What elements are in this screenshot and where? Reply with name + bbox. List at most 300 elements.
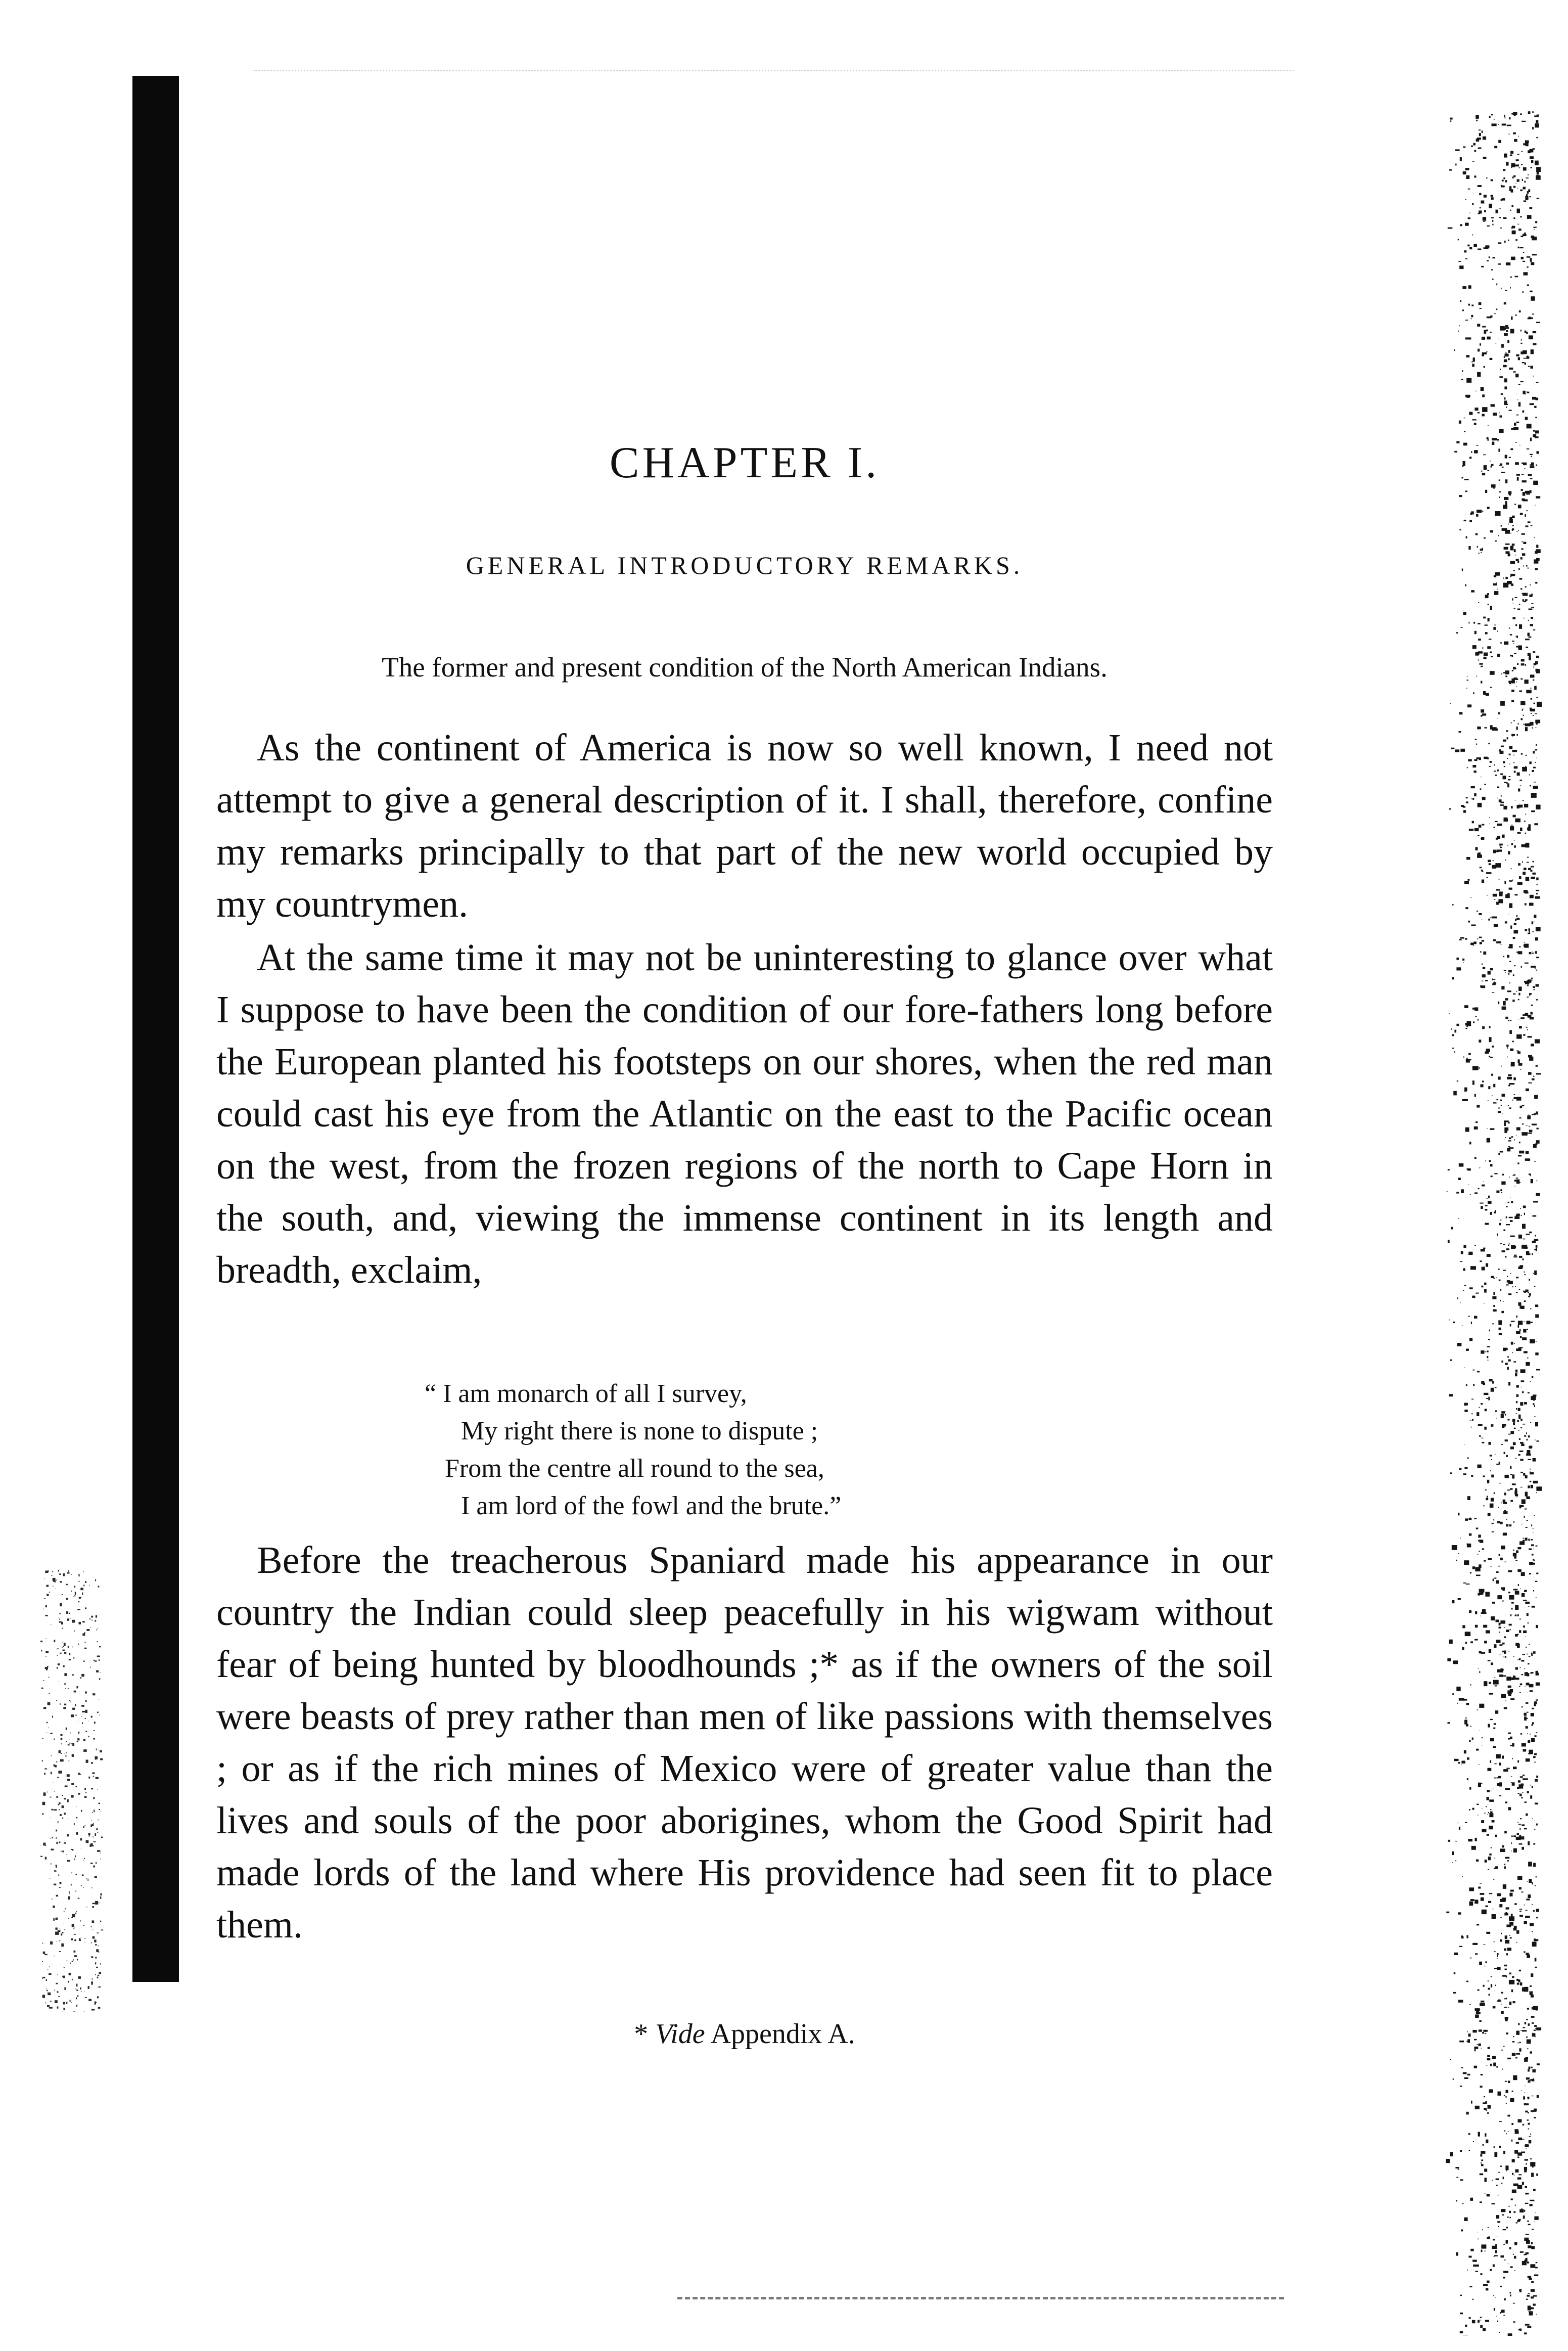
speckle-mark [1472,798,1474,800]
speckle-mark [1480,942,1482,944]
speckle-mark [1481,552,1482,553]
speckle-mark [1516,559,1519,561]
speckle-mark [1501,185,1502,186]
speckle-mark [1503,2177,1504,2179]
speckle-mark [1468,2256,1471,2258]
speckle-mark [1518,1784,1523,1788]
poem-quote [425,1375,1183,1525]
speckle-mark [1496,582,1497,583]
speckle-mark [1526,177,1529,178]
speckle-mark [1519,310,1521,312]
speckle-mark [1496,941,1501,943]
speckle-mark [1519,1026,1522,1028]
speckle-mark [80,1677,81,1679]
speckle-mark [1519,1505,1521,1508]
speckle-mark [1505,501,1507,505]
speckle-mark [1520,216,1522,218]
bottom-dashed-rule [677,2297,1284,2299]
speckle-mark [1537,2095,1539,2098]
speckle-mark [1506,2103,1507,2104]
speckle-mark [1520,1684,1523,1686]
speckle-mark [79,1597,81,1599]
speckle-mark [1535,2028,1537,2029]
speckle-mark [1527,215,1532,219]
speckle-mark [1488,439,1489,441]
speckle-mark [1487,507,1490,509]
speckle-mark [1486,1263,1488,1267]
speckle-mark [1500,2165,1502,2166]
speckle-mark [1520,2251,1524,2253]
speckle-mark [64,1813,65,1815]
speckle-mark [1509,888,1512,890]
speckle-mark [1503,1270,1506,1271]
speckle-mark [1518,1063,1523,1066]
speckle-mark [1503,761,1505,763]
speckle-mark [1483,1475,1485,1477]
speckle-mark [1526,1497,1530,1499]
speckle-mark [74,1691,76,1693]
speckle-mark [1464,479,1469,480]
speckle-mark [1510,2098,1514,2102]
speckle-mark [52,1571,53,1572]
speckle-mark [1461,1251,1463,1254]
speckle-mark [1458,1598,1461,1600]
speckle-mark [1510,151,1513,154]
speckle-mark [1453,1660,1458,1664]
speckle-mark [1485,1860,1487,1863]
speckle-mark [1525,680,1529,684]
speckle-mark [1487,877,1488,878]
speckle-mark [83,1661,85,1662]
speckle-mark [1535,749,1537,750]
speckle-mark [1528,366,1530,367]
speckle-mark [1527,391,1528,392]
speckle-mark [1523,1501,1524,1502]
speckle-mark [83,1585,84,1586]
speckle-mark [1529,2067,1531,2069]
speckle-mark [1487,1797,1489,1800]
speckle-mark [1515,1560,1517,1561]
speckle-mark [1504,1562,1506,1563]
speckle-mark [1530,466,1534,468]
speckle-mark [1530,1690,1533,1692]
speckle-mark [62,1594,63,1595]
speckle-mark [1495,511,1501,516]
speckle-mark [1532,313,1534,314]
speckle-mark [1451,748,1455,749]
speckle-mark [1505,972,1506,973]
speckle-mark [1534,1271,1537,1275]
speckle-mark [1524,542,1527,544]
speckle-mark [75,1592,76,1595]
speckle-mark [1510,1745,1512,1746]
speckle-mark [1529,335,1533,339]
speckle-mark [1468,1518,1471,1520]
speckle-mark [1518,530,1519,531]
speckle-mark [1483,455,1486,456]
speckle-mark [1508,2081,1510,2083]
speckle-mark [1508,1733,1511,1734]
speckle-mark [1519,1329,1521,1331]
speckle-mark [43,1680,44,1681]
speckle-mark [1460,1538,1461,1539]
speckle-mark [1534,989,1535,990]
speckle-mark [1525,1158,1530,1161]
speckle-mark [1501,1694,1506,1698]
speckle-mark [1512,641,1514,642]
speckle-mark [72,1914,75,1918]
speckle-mark [1494,119,1495,120]
speckle-mark [1496,1754,1501,1759]
speckle-mark [1498,1269,1500,1270]
speckle-mark [1507,1367,1509,1370]
speckle-mark [42,1802,45,1805]
speckle-mark [1492,224,1493,225]
speckle-mark [1469,622,1470,624]
speckle-mark [1520,1442,1524,1443]
speckle-mark [80,1987,81,1990]
speckle-mark [1496,1277,1497,1278]
speckle-mark [57,1777,59,1778]
speckle-mark [1531,2173,1534,2177]
speckle-mark [1454,1051,1455,1053]
speckle-mark [1491,1616,1495,1620]
speckle-mark [1513,1835,1516,1837]
speckle-mark [1491,1662,1493,1665]
speckle-mark [71,1873,73,1874]
speckle-mark [1535,1235,1536,1237]
speckle-mark [1478,1887,1481,1889]
speckle-mark [1501,746,1504,747]
speckle-mark [1518,247,1519,249]
speckle-mark [1487,1496,1488,1498]
speckle-mark [1458,1553,1459,1554]
speckle-mark [1455,1030,1457,1033]
speckle-mark [1500,846,1501,847]
speckle-mark [1490,1504,1494,1508]
speckle-mark [1504,333,1508,336]
speckle-mark [1456,958,1459,960]
speckle-mark [1481,2074,1483,2075]
speckle-mark [1532,397,1536,400]
speckle-mark [1523,1660,1524,1661]
speckle-mark [1489,116,1491,118]
speckle-mark [1503,1769,1508,1772]
speckle-mark [1484,1560,1486,1562]
speckle-mark [1517,1162,1519,1164]
speckle-mark [1519,1265,1523,1268]
speckle-mark [1472,364,1474,367]
speckle-mark [1518,1584,1519,1586]
speckle-mark [1536,545,1538,548]
speckle-mark [1459,421,1461,424]
speckle-mark [1487,1254,1491,1257]
speckle-mark [1510,546,1514,551]
speckle-mark [1491,195,1493,197]
speckle-mark [91,1788,93,1789]
speckle-mark [1523,463,1527,465]
speckle-mark [41,1688,43,1689]
speckle-mark [1476,1575,1481,1576]
speckle-mark [1486,177,1488,178]
speckle-mark [1526,1702,1528,1704]
speckle-mark [1521,499,1525,501]
speckle-mark [1511,869,1512,870]
speckle-mark [1493,2239,1495,2240]
speckle-mark [1499,376,1503,378]
speckle-mark [76,1911,77,1912]
speckle-mark [1472,203,1473,205]
speckle-mark [86,1878,87,1879]
speckle-mark [1504,782,1506,783]
speckle-mark [1529,609,1533,610]
speckle-mark [1508,947,1511,948]
speckle-mark [1454,349,1455,351]
speckle-mark [1481,709,1484,712]
speckle-mark [69,1760,70,1761]
speckle-mark [1480,2174,1483,2176]
speckle-mark [42,1738,43,1739]
speckle-mark [61,1743,62,1744]
speckle-mark [1508,1140,1511,1141]
speckle-mark [1496,902,1499,905]
speckle-mark [99,1678,100,1680]
speckle-mark [1470,319,1471,320]
speckle-mark [1472,2320,1475,2324]
speckle-mark [1509,880,1512,882]
speckle-mark [1490,1128,1494,1130]
speckle-mark [1524,1828,1527,1830]
speckle-mark [1534,1249,1536,1250]
speckle-mark [1499,429,1503,433]
speckle-mark [1473,143,1476,146]
speckle-mark [1493,1728,1495,1729]
speckle-mark [83,1860,84,1861]
speckle-mark [1528,111,1531,114]
speckle-mark [1479,913,1482,915]
speckle-mark [69,1653,70,1655]
speckle-mark [1519,691,1522,692]
speckle-mark [1463,962,1464,963]
speckle-mark [1488,919,1490,921]
speckle-mark [1529,317,1531,319]
speckle-mark [1521,1215,1522,1216]
speckle-mark [1490,687,1492,688]
speckle-mark [1505,325,1508,327]
speckle-mark [1473,1021,1474,1023]
speckle-mark [1500,2286,1502,2287]
speckle-mark [52,1715,53,1717]
speckle-mark [1500,1522,1503,1524]
speckle-mark [92,1920,95,1923]
speckle-mark [1506,1045,1508,1047]
speckle-mark [1528,2048,1529,2049]
speckle-mark [1492,442,1494,445]
speckle-mark [1472,1943,1478,1945]
speckle-mark [1519,1451,1524,1452]
speckle-mark [1489,1682,1491,1684]
speckle-mark [61,1933,62,1935]
speckle-mark [1525,2324,1530,2325]
speckle-mark [70,1733,71,1734]
speckle-mark [1513,815,1516,818]
speckle-mark [1505,1940,1509,1943]
speckle-mark [1524,358,1527,359]
speckle-mark [1491,1847,1492,1848]
speckle-mark [43,1707,47,1709]
speckle-mark [1517,663,1518,665]
speckle-mark [1501,2255,1504,2257]
speckle-mark [87,1842,88,1843]
speckle-mark [1505,921,1507,923]
speckle-mark [1530,1795,1532,1799]
speckle-mark [1490,1566,1492,1567]
speckle-mark [1535,1416,1536,1417]
speckle-mark [1501,1311,1504,1313]
speckle-mark [1514,894,1517,895]
speckle-mark [98,2007,101,2009]
speckle-mark [96,1777,99,1779]
speckle-mark [1521,659,1525,662]
speckle-mark [1530,895,1534,898]
speckle-mark [1528,2221,1529,2222]
speckle-mark [1448,228,1453,229]
speckle-mark [1527,356,1529,359]
speckle-mark [1531,296,1535,301]
speckle-mark [1515,1591,1519,1595]
speckle-mark [1509,754,1511,755]
speckle-mark [1535,123,1539,127]
speckle-mark [62,1795,63,1796]
speckle-mark [1515,636,1516,637]
speckle-mark [64,1643,66,1646]
speckle-mark [1472,1066,1479,1070]
speckle-mark [1536,890,1539,891]
speckle-mark [1499,1632,1500,1633]
speckle-mark [1512,750,1514,752]
speckle-mark [1532,1722,1534,1724]
speckle-mark [1527,984,1529,986]
speckle-mark [1503,956,1504,958]
speckle-mark [1525,2159,1528,2160]
speckle-mark [1522,2030,1527,2031]
speckle-mark [1460,2150,1462,2152]
speckle-mark [1488,1196,1490,1198]
speckle-mark [1527,946,1528,947]
speckle-mark [1460,157,1462,161]
speckle-mark [1535,762,1536,763]
speckle-mark [1485,2030,1488,2032]
speckle-mark [71,1743,74,1744]
speckle-mark [78,1732,79,1734]
speckle-mark [1482,824,1484,826]
speckle-mark [1512,2190,1516,2193]
speckle-mark [1519,2048,1521,2051]
speckle-mark [1526,1814,1528,1816]
speckle-mark [1482,1185,1485,1187]
speckle-mark [1514,423,1516,426]
speckle-mark [1516,2142,1519,2144]
speckle-mark [91,1716,93,1718]
speckle-mark [1474,793,1477,796]
speckle-mark [1524,942,1525,943]
speckle-mark [1488,1812,1489,1813]
speckle-mark [82,1711,85,1712]
speckle-mark [76,1984,78,1987]
speckle-mark [85,1642,86,1643]
speckle-mark [1462,1325,1463,1326]
speckle-mark [66,1752,67,1753]
speckle-mark [1464,2218,1468,2221]
speckle-mark [1484,2168,1487,2172]
speckle-mark [43,1952,45,1954]
speckle-mark [45,1605,47,1607]
speckle-mark [1509,746,1513,749]
speckle-mark [1478,639,1481,641]
speckle-mark [1533,1590,1534,1592]
speckle-mark [1529,655,1531,658]
speckle-mark [1523,1775,1525,1776]
speckle-mark [1465,337,1471,339]
speckle-mark [1509,627,1510,628]
speckle-mark [79,1622,81,1624]
speckle-mark [1506,330,1508,332]
speckle-mark [1481,2250,1483,2252]
speckle-mark [1516,1051,1519,1052]
speckle-mark [1480,2020,1482,2022]
speckle-mark [1502,1643,1505,1645]
speckle-mark [1533,666,1534,667]
speckle-mark [1527,997,1529,998]
speckle-mark [1463,806,1465,807]
speckle-mark [44,1598,45,1599]
speckle-mark [1515,1458,1517,1459]
speckle-mark [1533,2069,1536,2072]
speckle-mark [1495,1858,1496,1859]
speckle-mark [56,1866,57,1868]
speckle-mark [1487,646,1491,649]
speckle-mark [1520,1369,1526,1373]
speckle-mark [83,1826,84,1828]
speckle-mark [1492,1914,1496,1919]
speckle-mark [1456,1192,1459,1193]
speckle-mark [76,1817,77,1819]
speckle-mark [1471,315,1473,318]
speckle-mark [1450,2152,1453,2156]
speckle-mark [51,1755,52,1756]
speckle-mark [1499,1483,1500,1484]
speckle-mark [1450,1472,1452,1474]
speckle-mark [1493,627,1496,630]
speckle-mark [1533,786,1538,789]
speckle-mark [1485,2033,1486,2034]
speckle-mark [42,1977,45,1978]
speckle-mark [1515,624,1517,626]
speckle-mark [1523,800,1524,801]
speckle-mark [59,1841,61,1843]
speckle-mark [1506,463,1509,465]
speckle-mark [90,1824,92,1827]
speckle-mark [1477,138,1481,140]
speckle-mark [1523,2216,1525,2219]
speckle-mark [1512,544,1515,546]
speckle-mark [1506,1524,1508,1527]
speckle-mark [1501,1546,1505,1550]
speckle-mark [1505,1017,1508,1019]
speckle-mark [1501,1192,1502,1193]
speckle-mark [1533,1756,1536,1758]
speckle-mark [74,1823,75,1825]
